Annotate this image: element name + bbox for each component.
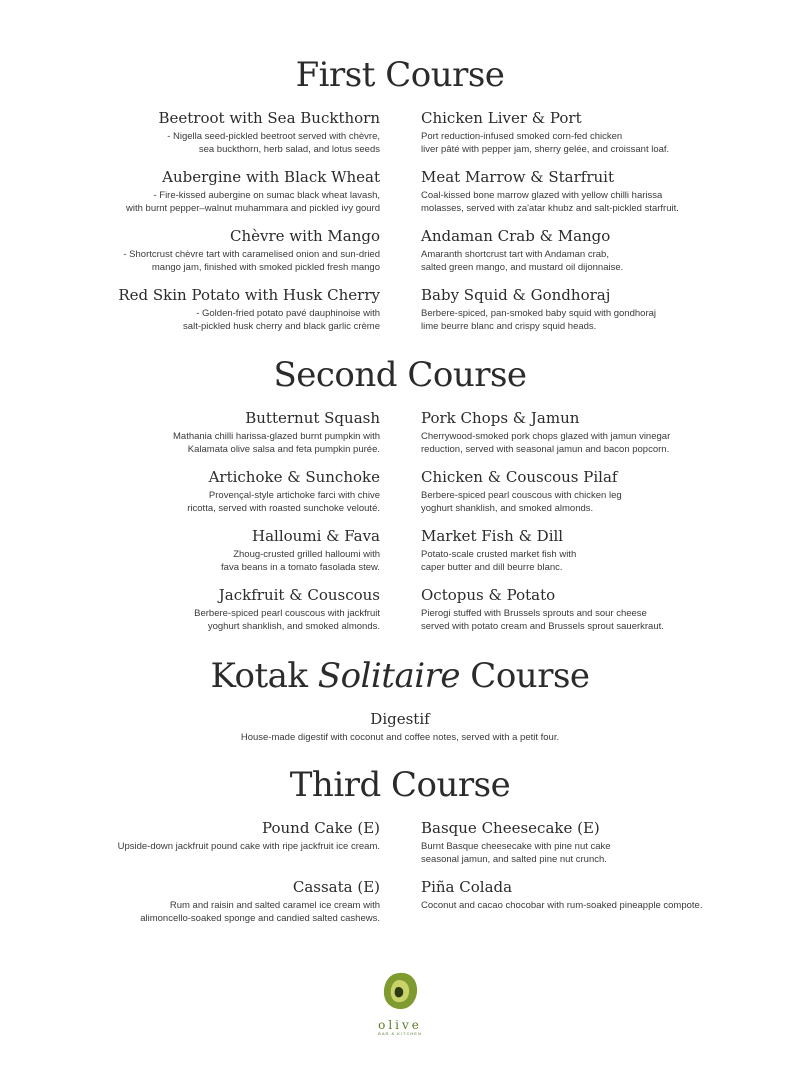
logo-subtitle: BAR & KITCHEN [378, 1031, 422, 1036]
dish-item [421, 408, 670, 456]
dish-description-line: molasses, served with za'atar khubz and salt-pickled starfruit. [421, 203, 679, 214]
third-course-title: Third Course [289, 765, 511, 805]
dish-description [221, 548, 380, 574]
dish-item [421, 877, 702, 912]
dish-description-line: mango jam, finished with smoked pickled fresh mango [151, 262, 380, 273]
dish-description [421, 307, 656, 333]
dish-description-line: served with potato cream and Brussels sprout sauerkraut. [421, 621, 664, 632]
dish-item [118, 285, 380, 333]
dish-description [421, 548, 576, 574]
dish-description-line: - Golden-fried potato pavé dauphinoise with [196, 308, 380, 319]
dish-description [118, 307, 380, 333]
olive-logo [372, 970, 428, 1040]
dish-description [158, 130, 380, 156]
dish-description [421, 899, 702, 912]
dish-name: Pound Cake (E) [261, 819, 380, 837]
dish-description-line: liver pâté with pepper jam, sherry gelée, and croissant loaf. [421, 144, 670, 155]
title-part: Course [460, 656, 590, 696]
solitaire-course-title [0, 656, 800, 696]
dish-name: Red Skin Potato with Husk Cherry [118, 286, 380, 304]
dish-description-line: - Shortcrust chèvre tart with caramelised onion and sun-dried [123, 249, 380, 260]
title-part: Kotak [210, 656, 318, 696]
dish-description [194, 607, 380, 633]
dish-description-line: Potato-scale crusted market fish with [421, 549, 577, 560]
dish-description-line: salt-pickled husk cherry and black garlic crème [183, 321, 380, 332]
dish-description [421, 189, 679, 215]
dish-description [0, 731, 800, 744]
dish-description-line: Burnt Basque cheesecake with pine nut cake [421, 841, 611, 852]
dish-name: Beetroot with Sea Buckthorn [158, 109, 380, 127]
dish-item [421, 818, 611, 866]
dish-name: Meat Marrow & Starfruit [421, 168, 615, 186]
dish-item [421, 226, 623, 274]
dish-name: Chicken Liver & Port [421, 109, 582, 127]
dish-description-line: Port reduction-infused smoked corn-fed chicken [421, 131, 623, 142]
dish-description [123, 248, 380, 274]
dish-description [421, 840, 611, 866]
dish-item [421, 526, 576, 574]
dish-description [421, 489, 622, 515]
dish-name: Andaman Crab & Mango [421, 227, 611, 245]
dish-description [421, 607, 664, 633]
title-emphasis: Solitaire [317, 656, 460, 696]
dish-description [173, 430, 380, 456]
dish-description [421, 248, 623, 274]
dish-name: Aubergine with Black Wheat [162, 168, 380, 186]
dish-item [126, 167, 380, 215]
dish-description-line: yoghurt shanklish, and smoked almonds. [207, 621, 380, 632]
dish-item [158, 108, 380, 156]
dish-name: Jackfruit & Couscous [218, 586, 380, 604]
dish-item [421, 108, 669, 156]
dish-description-line: lime beurre blanc and crispy squid heads. [421, 321, 597, 332]
dish-description-line: Cherrywood-smoked pork chops glazed with jamun vinegar [421, 431, 671, 442]
dish-name: Piña Colada [421, 878, 513, 896]
dish-description [140, 899, 380, 925]
olive-logo-icon [380, 970, 420, 1012]
dish-description-line: Upside-down jackfruit pound cake with ripe jackfruit ice cream. [117, 841, 380, 852]
dish-name: Cassata (E) [292, 878, 380, 896]
dish-item [173, 408, 380, 456]
dish-name: Octopus & Potato [421, 586, 556, 604]
dish-description-line: - Fire-kissed aubergine on sumac black wheat lavash, [153, 190, 380, 201]
dish-description-line: Amaranth shortcrust tart with Andaman crab, [421, 249, 609, 260]
dish-item [421, 285, 656, 333]
dish-description-line: Kalamata olive salsa and feta pumpkin purée. [187, 444, 380, 455]
dish-description-line: Pierogi stuffed with Brussels sprouts and sour cheese [421, 608, 647, 619]
dish-description [126, 189, 380, 215]
dish-description-line: House-made digestif with coconut and coffee notes, served with a petit four. [240, 732, 560, 743]
second-course-title: Second Course [273, 355, 527, 395]
dish-description-line: reduction, served with seasonal jamun and bacon popcorn. [421, 444, 670, 455]
dish-description-line: seasonal jamun, and salted pine nut crunch. [421, 854, 607, 865]
dish-name: Chicken & Couscous Pilaf [421, 468, 618, 486]
dish-description-line: sea buckthorn, herb salad, and lotus seeds [198, 144, 380, 155]
dish-name: Market Fish & Dill [421, 527, 564, 545]
dish-name: Pork Chops & Jamun [421, 409, 580, 427]
dish-item [140, 877, 380, 925]
dish-name: Halloumi & Fava [252, 527, 380, 545]
dish-name: Artichoke & Sunchoke [208, 468, 380, 486]
dish-description-line: Coconut and cacao chocobar with rum-soaked pineapple compote. [421, 900, 703, 911]
dish-name: Chèvre with Mango [230, 227, 380, 245]
dish-description-line: with burnt pepper–walnut muhammara and pickled ivy gourd [126, 203, 380, 214]
first-course-title: First Course [295, 55, 505, 95]
dish-description-line: alimoncello-soaked sponge and candied salted cashews. [140, 913, 380, 924]
dish-description-line: - Nigella seed-pickled beetroot served with chèvre, [167, 131, 380, 142]
dish-item [421, 167, 679, 215]
dish-item [221, 526, 380, 574]
dish-name: Baby Squid & Gondhoraj [421, 286, 611, 304]
dish-description-line: Zhoug-crusted grilled halloumi with [233, 549, 380, 560]
dish-item [194, 585, 380, 633]
dish-description-line: yoghurt shanklish, and smoked almonds. [421, 503, 594, 514]
dish-description-line: fava beans in a tomato fasolada stew. [221, 562, 380, 573]
logo-wordmark: olive [378, 1018, 422, 1032]
dish-description [421, 130, 669, 156]
dish-item [421, 467, 622, 515]
dish-description-line: Berbere-spiced pearl couscous with jackfruit [194, 608, 380, 619]
dish-description-line: ricotta, served with roasted sunchoke velouté. [187, 503, 380, 514]
digestif-item [0, 709, 800, 744]
dish-description-line: caper butter and dill beurre blanc. [421, 562, 563, 573]
dish-item [123, 226, 380, 274]
dish-description [187, 489, 380, 515]
dish-description-line: Coal-kissed bone marrow glazed with yellow chilli harissa [421, 190, 663, 201]
dish-item [118, 818, 380, 853]
dish-name: Basque Cheesecake (E) [421, 819, 600, 837]
dish-description-line: salted green mango, and mustard oil dijonnaise. [421, 262, 624, 273]
dish-description-line: Berbere-spiced pearl couscous with chicken leg [421, 490, 622, 501]
dish-description-line: Berbere-spiced, pan-smoked baby squid with gondhoraj [421, 308, 656, 319]
dish-description [118, 840, 380, 853]
dish-description-line: Mathania chilli harissa-glazed burnt pumpkin with [173, 431, 380, 442]
dish-description-line: Provençal-style artichoke farci with chive [208, 490, 380, 501]
dish-name: Digestif [370, 710, 430, 728]
dish-description [421, 430, 670, 456]
olive-pit-shape [395, 987, 404, 997]
dish-description-line: Rum and raisin and salted caramel ice cream with [169, 900, 380, 911]
dish-item [187, 467, 380, 515]
dish-item [421, 585, 664, 633]
dish-name: Butternut Squash [245, 409, 380, 427]
